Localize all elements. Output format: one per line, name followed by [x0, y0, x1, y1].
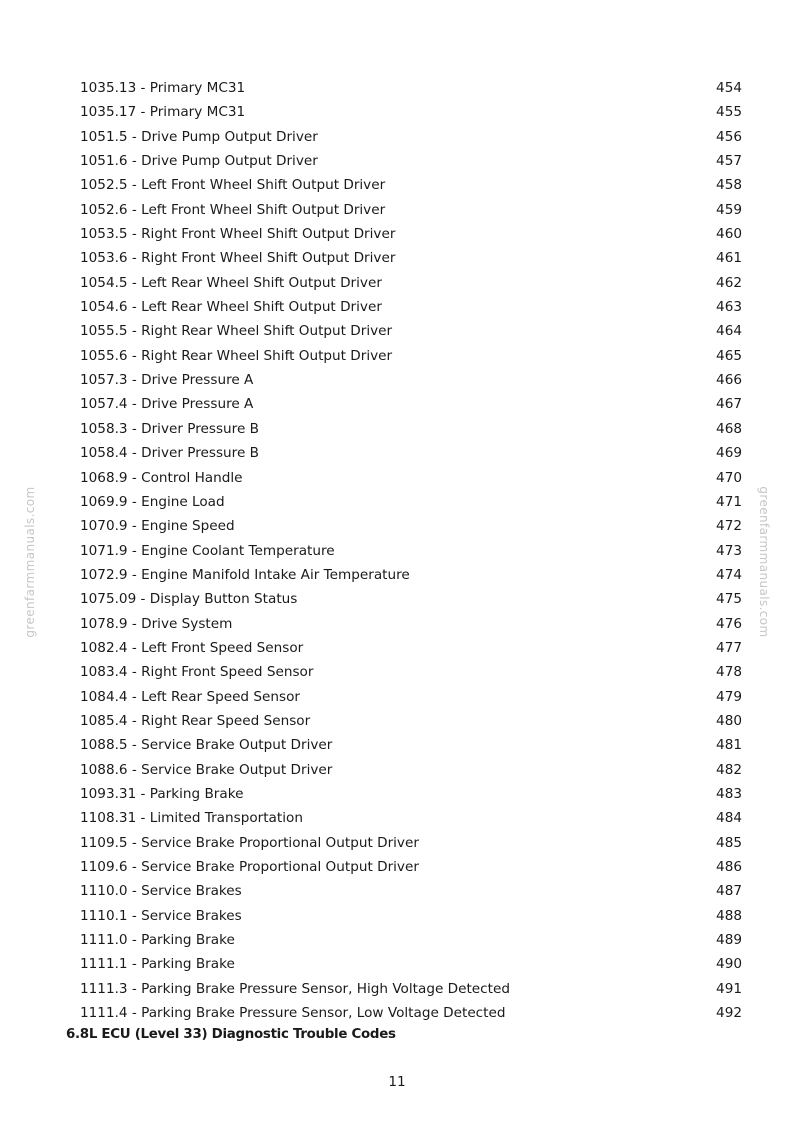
toc-entry-title[interactable]: 1111.4 - Parking Brake Pressure Sensor, Low Voltage Detected — [80, 1005, 506, 1022]
toc-entry-title[interactable]: 1110.0 - Service Brakes — [80, 883, 242, 900]
toc-entry[interactable] — [80, 733, 742, 757]
toc-entry-page[interactable]: 469 — [716, 445, 742, 462]
toc-entry-title[interactable]: 1057.4 - Drive Pressure A — [80, 396, 254, 413]
toc-entry-page[interactable]: 475 — [716, 591, 742, 608]
toc-entry-page[interactable]: 454 — [716, 80, 742, 96]
toc-entry-page[interactable]: 478 — [716, 664, 742, 681]
toc-entry-title[interactable]: 1083.4 - Right Front Speed Sensor — [80, 664, 314, 681]
toc-entry-page[interactable]: 470 — [716, 469, 742, 486]
toc-entry[interactable] — [80, 636, 742, 660]
watermark-right: greenfarmmanuals.com — [757, 486, 771, 638]
toc-entry-title[interactable]: 1111.3 - Parking Brake Pressure Sensor, High Voltage Detected — [80, 980, 510, 997]
toc-entry-title[interactable]: 1109.5 - Service Brake Proportional Output Driver — [80, 834, 419, 851]
toc-entry[interactable] — [80, 149, 742, 173]
toc-entry-page[interactable]: 484 — [716, 810, 742, 827]
toc-entry-title[interactable]: 1058.4 - Driver Pressure B — [80, 445, 259, 462]
toc-entry[interactable] — [80, 198, 742, 222]
toc-entry-title[interactable]: 1093.31 - Parking Brake — [80, 785, 244, 802]
toc-entry-page[interactable]: 473 — [716, 542, 742, 559]
toc-entry[interactable] — [80, 758, 742, 782]
toc-entry[interactable] — [80, 1001, 742, 1025]
toc-entry[interactable] — [80, 879, 742, 903]
toc-entry-page[interactable]: 474 — [716, 566, 742, 583]
toc-entry-title[interactable]: 1054.5 - Left Rear Wheel Shift Output Driver — [80, 274, 382, 291]
toc-entry[interactable] — [80, 539, 742, 563]
toc-entry-title[interactable]: 1053.5 - Right Front Wheel Shift Output Driver — [80, 226, 396, 243]
toc-entry-page[interactable]: 471 — [716, 493, 742, 510]
toc-entry-title[interactable]: 1111.1 - Parking Brake — [80, 956, 235, 973]
toc-entry-title[interactable]: 1035.17 - Primary MC31 — [80, 104, 246, 121]
toc-entry-title[interactable]: 1075.09 - Display Button Status — [80, 591, 298, 608]
toc-entry-page[interactable]: 467 — [716, 396, 742, 413]
toc-entry-title[interactable]: 1088.6 - Service Brake Output Driver — [80, 761, 333, 778]
toc-entry-page[interactable]: 476 — [716, 615, 742, 632]
table-of-contents — [80, 76, 742, 1025]
toc-entry-page[interactable]: 468 — [716, 420, 742, 437]
toc-entry-title[interactable]: 1054.6 - Left Rear Wheel Shift Output Driver — [80, 299, 382, 316]
toc-entry[interactable] — [80, 977, 742, 1001]
toc-entry[interactable] — [80, 125, 742, 149]
toc-entry-page[interactable]: 455 — [716, 104, 742, 121]
toc-entry[interactable] — [80, 612, 742, 636]
toc-entry[interactable] — [80, 490, 742, 514]
toc-entry-page[interactable]: 487 — [716, 883, 742, 900]
toc-entry-page[interactable]: 462 — [716, 274, 742, 291]
toc-entry-page[interactable]: 457 — [716, 153, 742, 170]
toc-entry[interactable] — [80, 514, 742, 538]
toc-entry-page[interactable]: 489 — [716, 932, 742, 949]
toc-entry-page[interactable]: 477 — [716, 639, 742, 656]
toc-entry[interactable] — [80, 685, 742, 709]
toc-entry-page[interactable]: 460 — [716, 226, 742, 243]
toc-entry-page[interactable]: 488 — [716, 907, 742, 924]
toc-entry-title[interactable]: 1035.13 - Primary MC31 — [80, 80, 246, 96]
toc-entry[interactable] — [80, 466, 742, 490]
toc-entry-title[interactable]: 1082.4 - Left Front Speed Sensor — [80, 639, 304, 656]
toc-entry[interactable] — [80, 709, 742, 733]
toc-entry[interactable] — [80, 173, 742, 197]
toc-entry-title[interactable]: 1069.9 - Engine Load — [80, 493, 225, 510]
toc-entry-page[interactable]: 458 — [716, 177, 742, 194]
toc-entry[interactable] — [80, 76, 742, 100]
toc-entry[interactable] — [80, 222, 742, 246]
toc-entry[interactable] — [80, 295, 742, 319]
toc-entry-title[interactable]: 1109.6 - Service Brake Proportional Output Driver — [80, 859, 419, 875]
toc-entry[interactable] — [80, 587, 742, 611]
toc-entry[interactable] — [80, 904, 742, 928]
toc-entry-title[interactable]: 1051.6 - Drive Pump Output Driver — [80, 153, 318, 170]
toc-entry-title[interactable]: 1055.5 - Right Rear Wheel Shift Output Driver — [80, 323, 393, 340]
toc-entry[interactable] — [80, 952, 742, 976]
toc-entry[interactable] — [80, 928, 742, 952]
toc-entry[interactable] — [80, 271, 742, 295]
toc-entry-title[interactable]: 1084.4 - Left Rear Speed Sensor — [80, 688, 300, 705]
toc-entry-page[interactable]: 472 — [716, 518, 742, 535]
toc-entry-page[interactable]: 463 — [716, 299, 742, 316]
toc-entry-page[interactable]: 464 — [716, 323, 742, 340]
toc-entry-title[interactable]: 1058.3 - Driver Pressure B — [80, 420, 259, 437]
toc-entry-page[interactable]: 490 — [716, 956, 742, 973]
toc-entry[interactable] — [80, 782, 742, 806]
toc-entry-page[interactable]: 465 — [716, 347, 742, 364]
toc-entry-title[interactable]: 1052.5 - Left Front Wheel Shift Output Driver — [80, 177, 386, 194]
toc-entry-title[interactable]: 1070.9 - Engine Speed — [80, 518, 235, 535]
toc-entry-page[interactable]: 482 — [716, 761, 742, 778]
toc-entry[interactable] — [80, 417, 742, 441]
toc-entry-title[interactable]: 1072.9 - Engine Manifold Intake Air Temperature — [80, 566, 410, 583]
toc-entry[interactable] — [80, 806, 742, 830]
toc-entry-page[interactable]: 479 — [716, 688, 742, 705]
toc-entry-page[interactable]: 483 — [716, 785, 742, 802]
toc-entry-title[interactable]: 1055.6 - Right Rear Wheel Shift Output Driver — [80, 347, 393, 364]
toc-entry-title[interactable]: 1051.5 - Drive Pump Output Driver — [80, 128, 318, 145]
toc-entry-page[interactable]: 456 — [716, 128, 742, 145]
toc-entry-title[interactable]: 1108.31 - Limited Transportation — [80, 810, 303, 827]
toc-entry[interactable] — [80, 855, 742, 879]
toc-entry-title[interactable]: 1053.6 - Right Front Wheel Shift Output Driver — [80, 250, 396, 267]
toc-entry-page[interactable]: 466 — [716, 372, 742, 389]
toc-entry[interactable] — [80, 368, 742, 392]
toc-entry-title[interactable]: 1057.3 - Drive Pressure A — [80, 372, 254, 389]
toc-entry-page[interactable]: 480 — [716, 712, 742, 729]
toc-entry[interactable] — [80, 660, 742, 684]
toc-entry-title[interactable]: 1068.9 - Control Handle — [80, 469, 243, 486]
page-number: 11 — [388, 1074, 406, 1090]
toc-entry[interactable] — [80, 246, 742, 270]
toc-entry[interactable] — [80, 392, 742, 416]
toc-entry-page[interactable]: 492 — [716, 1005, 742, 1022]
section-heading[interactable]: 6.8L ECU (Level 33) Diagnostic Trouble Codes — [66, 1027, 396, 1042]
toc-entry-title[interactable]: 1052.6 - Left Front Wheel Shift Output Driver — [80, 201, 386, 218]
toc-entry-title[interactable]: 1078.9 - Drive System — [80, 615, 233, 632]
toc-entry[interactable] — [80, 563, 742, 587]
toc-entry-title[interactable]: 1071.9 - Engine Coolant Temperature — [80, 542, 335, 559]
toc-entry[interactable] — [80, 831, 742, 855]
toc-entry[interactable] — [80, 100, 742, 124]
toc-entry[interactable] — [80, 344, 742, 368]
toc-entry-title[interactable]: 1088.5 - Service Brake Output Driver — [80, 737, 333, 754]
toc-entry-page[interactable]: 461 — [716, 250, 742, 267]
toc-entry-page[interactable]: 485 — [716, 834, 742, 851]
toc-entry-page[interactable]: 481 — [716, 737, 742, 754]
toc-entry-title[interactable]: 1110.1 - Service Brakes — [80, 907, 242, 924]
toc-entry-page[interactable]: 459 — [716, 201, 742, 218]
toc-entry-title[interactable]: 1085.4 - Right Rear Speed Sensor — [80, 712, 311, 729]
toc-entry-page[interactable]: 491 — [716, 980, 742, 997]
toc-entry-page[interactable]: 486 — [716, 859, 742, 875]
toc-entry-title[interactable]: 1111.0 - Parking Brake — [80, 932, 235, 949]
watermark-left: greenfarmmanuals.com — [23, 486, 37, 638]
toc-entry[interactable] — [80, 319, 742, 343]
toc-entry[interactable] — [80, 441, 742, 465]
